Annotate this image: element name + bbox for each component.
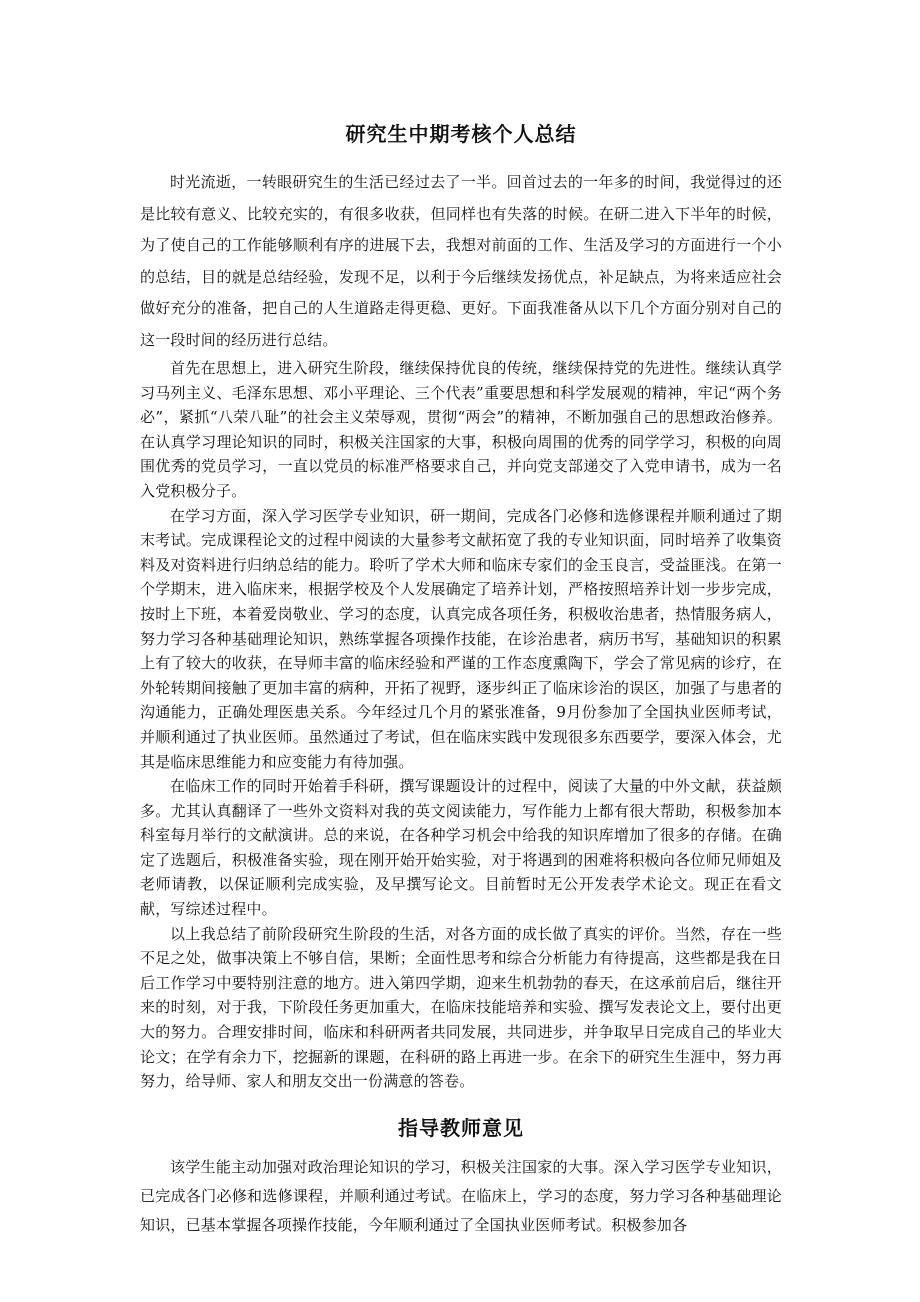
summary-paragraph-conclusion: 以上我总结了前阶段研究生阶段的生活，对各方面的成长做了真实的评价。当然，存在一些不足之处，做事决策上不够自信，果断；全面性思考和综合分析能力有待提高，这些都是我在日后工作学习中要特别注意的地方。进入第四学期，迎来生机勃勃的春天，在这承前启后，继往开来的时刻，对于我，下阶段任务更加重大，在临床技能培养和实验、撰写发表论文上，要付出更大的努力。合理安排时间，临床和科研两者共同发展，共同进步，并争取早日完成自己的毕业大论文；在学有余力下，挖掘新的课题，在科研的路上再进一步。在余下的研究生生涯中，努力再努力，给导师、家人和朋友交出一份满意的答卷。 bbox=[140, 924, 782, 1091]
summary-paragraph-study: 在学习方面，深入学习医学专业知识，研一期间，完成各门必修和选修课程并顺利通过了期末考试。完成课程论文的过程中阅读的大量参考文献拓宽了我的专业知识面，同时培养了收集资料及对资料进行归纳总结的能力。聆听了学术大师和临床专家们的金玉良言，受益匪浅。在第一个学期末，进入临床来，根据学校及个人发展确定了培养计划，严格按照培养计划一步步完成，按时上下班，本着爱岗敬业、学习的态度，认真完成各项任务，积极收治患者，热情服务病人，努力学习各种基础理论知识，熟练掌握各项操作技能，在诊治患者，病历书写，基础知识的积累上有了较大的收获，在导师丰富的临床经验和严谨的工作态度熏陶下，学会了常见病的诊疗，在外轮转期间接触了更加丰富的病种，开拓了视野，逐步纠正了临床诊治的误区，加强了与患者的沟通能力，正确处理医患关系。今年经过几个月的紧张准备，9月份参加了全国执业医师考试，并顺利通过了执业医师。虽然通过了考试，但在临床实践中发现很多东西要学，要深入体会，尤其是临床思维能力和应变能力有待加强。 bbox=[140, 506, 782, 771]
summary-body bbox=[140, 167, 782, 1094]
supervisor-opinion-paragraph: 该学生能主动加强对政治理论知识的学习，积极关注国家的大事。深入学习医学专业知识，已完成各门必修和选修课程，并顺利通过考试。在临床上，学习的态度，努力学习各种基础理论知识，已基本掌握各项操作技能，今年顺利通过了全国执业医师考试。积极参加各 bbox=[140, 1157, 782, 1234]
summary-paragraph-research: 在临床工作的同时开始着手科研，撰写课题设计的过程中，阅读了大量的中外文献，获益颇多。尤其认真翻译了一些外文资料对我的英文阅读能力，写作能力上都有很大帮助，积极参加本科室每月举行的文献演讲。总的来说，在各种学习机会中给我的知识库增加了很多的存储。在确定了选题后，积极准备实验，现在刚开始开始实验，对于将遇到的困难将积极向各位师兄师姐及老师请教，以保证顺利完成实验，及早撰写论文。目前暂时无公开发表学术论文。现正在看文献，写综述过程中。 bbox=[140, 777, 782, 919]
summary-paragraph-intro: 时光流逝，一转眼研究生的生活已经过去了一半。回首过去的一年多的时间，我觉得过的还是比较有意义、比较充实的，有很多收获，但同样也有失落的时候。在研二进入下半年的时候，为了使自己的工作能够顺利有序的进展下去，我想对前面的工作、生活及学习的方面进行一个小的总结，目的就是总结经验，发现不足，以利于今后继续发扬优点，补足缺点，为将来适应社会做好充分的准备，把自己的人生道路走得更稳、更好。下面我准备从以下几个方面分别对自己的这一段时间的经历进行总结。 bbox=[140, 173, 782, 349]
document-title: 研究生中期考核个人总结 bbox=[345, 122, 577, 146]
summary-paragraph-ideology: 首先在思想上，进入研究生阶段，继续保持优良的传统，继续保持党的先进性。继续认真学习马列主义、毛泽东思想、邓小平理论、三个代表”重要思想和科学发展观的精神，牢记“两个务必”，紧抓“八荣八耻”的社会主义荣辱观，贯彻“两会”的精神，不断加强自己的思想政治修养。在认真学习理论知识的同时，积极关注国家的大事，积极向周围的优秀的同学学习，积极的向周围优秀的党员学习，一直以党员的标准严格要求自己，并向党支部递交了入党申请书，成为一名入党积极分子。 bbox=[140, 359, 782, 500]
supervisor-opinion-title: 指导教师意见 bbox=[398, 1115, 524, 1140]
supervisor-opinion-body bbox=[140, 1153, 782, 1240]
